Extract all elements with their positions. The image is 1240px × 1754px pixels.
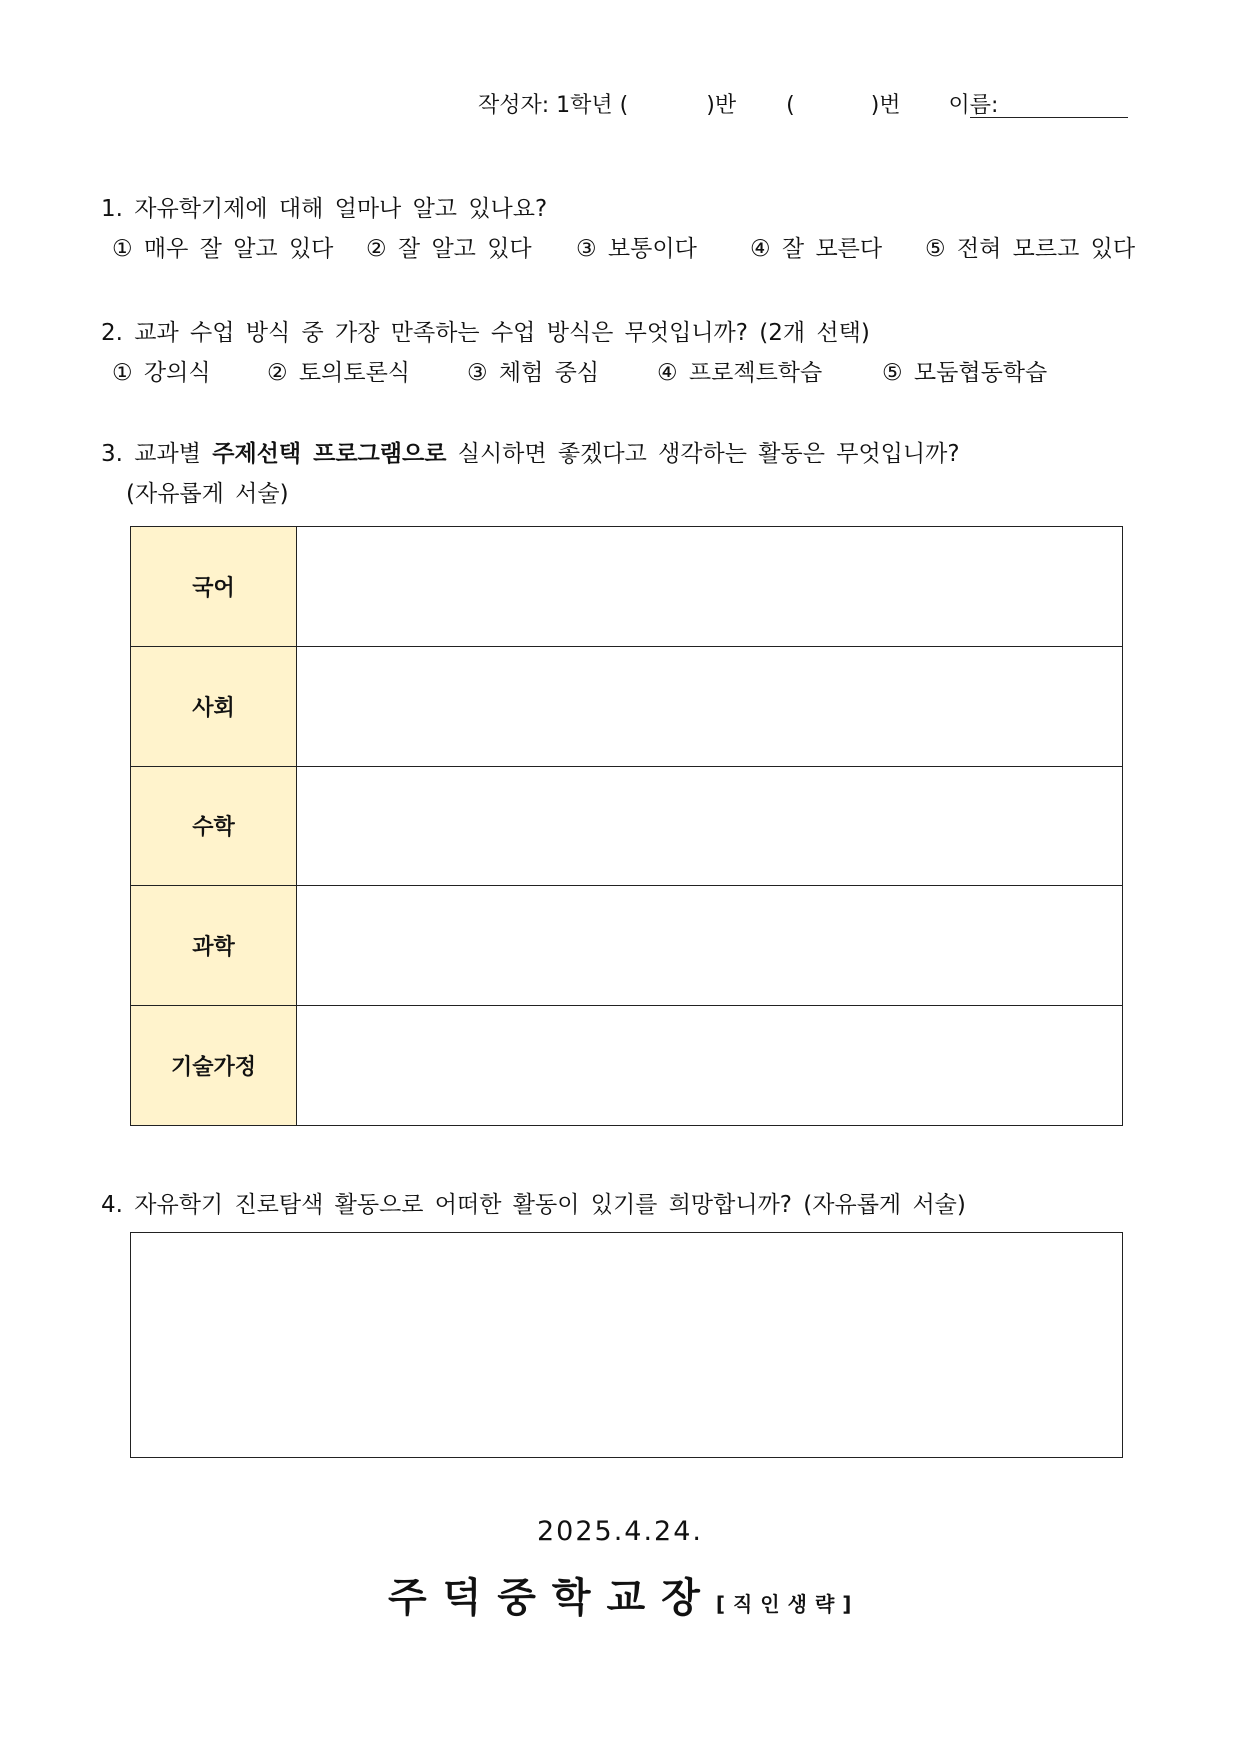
subject-answer-cell[interactable] — [297, 646, 1123, 766]
question-4-text: 4. 자유학기 진로탐색 활동으로 어떠한 활동이 있기를 희망합니까? (자유롭게 서술) — [101, 1192, 966, 1218]
q1-option-5[interactable]: ⑤ 전혀 모르고 있다 — [925, 236, 1136, 262]
q1-option-3[interactable]: ③ 보통이다 — [576, 236, 697, 262]
name-label: 이름: — [948, 93, 999, 118]
subject-label: 사회 — [131, 646, 297, 766]
question-1-text: 1. 자유학기제에 대해 얼마나 알고 있나요? — [101, 196, 548, 222]
q1-option-1[interactable]: ① 매우 잘 알고 있다 — [112, 236, 334, 262]
question-2-text: 2. 교과 수업 방식 중 가장 만족하는 수업 방식은 무엇입니까? (2개 선택) — [101, 320, 870, 346]
table-row — [131, 527, 1123, 647]
signature-line — [388, 1566, 859, 1623]
subject-label: 기술가정 — [131, 1006, 297, 1126]
number-open-paren: ( — [786, 93, 795, 118]
q1-option-4[interactable]: ④ 잘 모른다 — [750, 236, 883, 262]
q1-option-2[interactable]: ② 잘 알고 있다 — [366, 236, 532, 262]
q2-option-3[interactable]: ③ 체험 중심 — [467, 360, 600, 386]
table-row — [131, 1006, 1123, 1126]
table-row — [131, 766, 1123, 886]
subject-answer-table — [130, 526, 1123, 1126]
subject-answer-cell[interactable] — [297, 886, 1123, 1006]
subject-label: 국어 — [131, 527, 297, 647]
question-3-text — [101, 439, 960, 469]
q2-option-4[interactable]: ④ 프로젝트학습 — [657, 360, 823, 386]
name-blank-line[interactable] — [970, 117, 1128, 118]
q2-option-1[interactable]: ① 강의식 — [112, 360, 211, 386]
question-4-answer-box[interactable] — [130, 1232, 1123, 1458]
question-3-prefix: 3. 교과별 — [101, 441, 213, 467]
question-3-suffix: 실시하면 좋겠다고 생각하는 활동은 무엇입니까? — [446, 441, 960, 467]
q2-option-2[interactable]: ② 토의토론식 — [267, 360, 411, 386]
writer-info — [478, 91, 998, 121]
table-row — [131, 646, 1123, 766]
number-label: )번 — [870, 93, 901, 118]
q2-option-5[interactable]: ⑤ 모둠협동학습 — [882, 360, 1048, 386]
table-row — [131, 886, 1123, 1006]
subject-answer-cell[interactable] — [297, 766, 1123, 886]
seal-omitted-note: [직인생략] — [715, 1592, 860, 1616]
document-date: 2025.4.24. — [537, 1516, 703, 1547]
subject-label: 수학 — [131, 766, 297, 886]
subject-answer-cell[interactable] — [297, 1006, 1123, 1126]
subject-answer-cell[interactable] — [297, 527, 1123, 647]
subject-label: 과학 — [131, 886, 297, 1006]
writer-label: 작성자: 1학년 ( — [478, 93, 629, 118]
question-3-bold: 주제선택 프로그램으로 — [212, 441, 447, 467]
question-3-note: (자유롭게 서술) — [126, 481, 289, 507]
school-principal: 주덕중학교장 — [388, 1575, 716, 1621]
class-label: )반 — [706, 93, 737, 118]
